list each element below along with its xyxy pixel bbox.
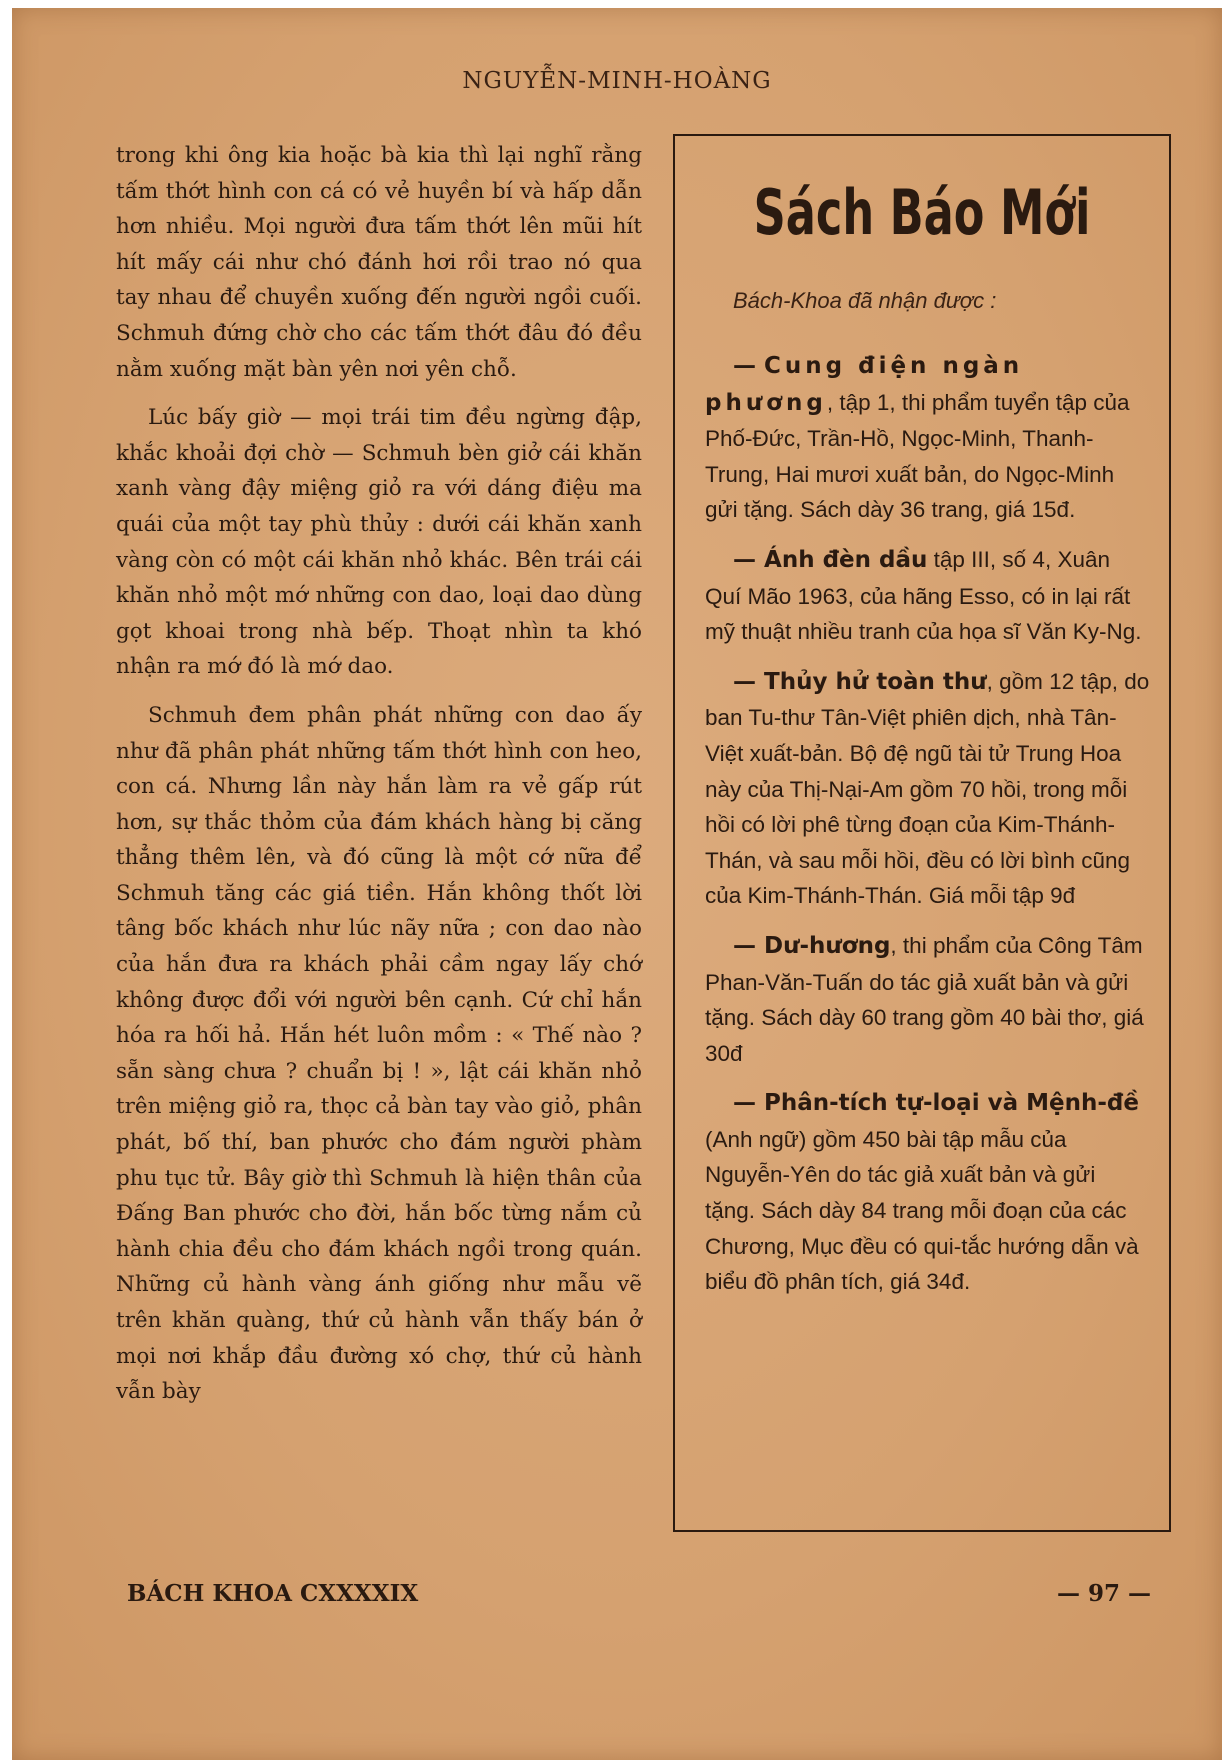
entry-dash: — <box>733 932 765 959</box>
entry-text: (Anh ngữ) gồm 450 bài tập mẫu của Nguyễn-Yên do tác giả xuất bản và gửi tặng. Sách dày 84 trang mỗi đoạn của các Chương, Mục đều có qui-tắc hướng dẫn và biểu đồ phân tích, giá 34đ. <box>705 1126 1139 1295</box>
book-entry <box>705 542 1151 650</box>
footer-magazine-issue: BÁCH KHOA CXXXXIX <box>127 1580 419 1607</box>
article-column <box>116 138 642 1423</box>
book-entry <box>705 928 1151 1071</box>
entry-dash: — <box>733 546 765 573</box>
entry-title: Ánh đèn dầu <box>764 546 928 573</box>
entry-dash: — <box>733 353 765 379</box>
entry-title: Thủy hử toàn thư <box>764 668 987 695</box>
new-books-box <box>673 134 1171 1532</box>
article-paragraph: trong khi ông kia hoặc bà kia thì lại nghĩ rằng tấm thớt hình con cá có vẻ huyền bí và hấp dẫn hơn nhiều. Mọi người đưa tấm thớt lên mũi hít hít mấy cái như chó đánh hơi rồi trao nó qua tay nhau để chuyền xuống đến người ngồi cuối. Schmuh đứng chờ cho các tấm thớt đâu đó đều nằm xuống mặt bàn yên nơi yên chỗ. <box>116 143 642 382</box>
entry-text: tập III, số 4, Xuân Quí Mão 1963, của hãng Esso, có in lại rất mỹ thuật nhiều tranh của họa sĩ Văn Ky-Ng. <box>705 546 1142 645</box>
article-paragraph: Schmuh đem phân phát những con dao ấy như đã phân phát những tấm thớt hình con heo, con cá. Nhưng lần này hắn làm ra vẻ gấp rút hơn, sự thắc thỏm của đám khách hàng bị căng thẳng thêm lên, và đó cũng là một cớ nữa để Schmuh tăng các giá tiền. Hắn không thốt lời tâng bốc khách như lúc nãy nữa ; con dao nào của hắn đưa ra khách phải cầm ngay lấy chớ không được đổi với người bên cạnh. Cứ chỉ hắn hóa ra hối hả. Hắn hét luôn mồm : « Thế nào ? sẵn sàng chưa ? chuẩn bị ! », lật cái khăn nhỏ trên miệng giỏ ra, thọc cả bàn tay vào giỏ, phân phát, bố thí, ban phước cho đám người phàm phu tục tử. Bây giờ thì Schmuh là hiện thân của Đấng Ban phước cho đời, hắn bốc từng nắm củ hành chia đều cho đám khách ngồi trong quán. Những củ hành vàng ánh giống như mẫu vẽ trên khăn quàng, thứ củ hành vẫn thấy bán ở mọi nơi khắp đầu đường xó chợ, thứ củ hành vẫn bày <box>116 702 642 1405</box>
footer-page-number: — 97 — <box>1057 1580 1152 1607</box>
running-header-author: NGUYỄN-MINH-HOÀNG <box>462 68 772 94</box>
entry-text: , thi phẩm của Công Tâm Phan-Văn-Tuấn do tác giả xuất bản và gửi tặng. Sách dày 60 trang gồm 40 bài thơ, giá 30đ <box>705 932 1144 1066</box>
entry-title: Phân-tích tự-loại và Mệnh-đề <box>764 1090 1139 1117</box>
entry-text: , tập 1, thi phẩm tuyển tập của Phố-Đức, Trần-Hồ, Ngọc-Minh, Thanh-Trung, Hai mươi xuất bản, do Ngọc-Minh gửi tặng. Sách dày 36 trang, giá 15đ. <box>705 389 1130 523</box>
scanned-page <box>12 8 1222 1760</box>
entry-text: , gồm 12 tập, do ban Tu-thư Tân-Việt phiên dịch, nhà Tân-Việt xuất-bản. Bộ đệ ngũ tài tử Trung Hoa này của Thị-Nại-Am gồm 70 hồi, trong mỗi hồi có lời phê từng đoạn của Kim-Thánh-Thán, và sau mỗi hồi, đều có lời bình cũng của Kim-Thánh-Thán. Giá mỗi tập 9đ <box>705 668 1150 909</box>
book-entry <box>705 664 1151 914</box>
entry-dash: — <box>733 1090 765 1117</box>
box-subtitle: Bách-Khoa đã nhận được : <box>733 288 997 313</box>
book-entry <box>705 348 1151 528</box>
entry-dash: — <box>733 668 765 695</box>
book-entries <box>705 348 1151 1314</box>
box-title: Sách Báo Mới <box>753 176 1091 249</box>
entry-title: Cung điện ngàn phương <box>705 353 1024 416</box>
entry-title: Dư-hương <box>764 932 891 959</box>
book-entry <box>705 1085 1151 1300</box>
article-paragraph: Lúc bấy giờ — mọi trái tim đều ngừng đập, khắc khoải đợi chờ — Schmuh bèn giở cái khăn xanh vàng đậy miệng giỏ ra với dáng điệu ma quái của một tay phù thủy : dưới cái khăn xanh vàng còn có một cái khăn nhỏ khác. Bên trái cái khăn nhỏ một mớ những con dao, loại dao dùng gọt khoai trong nhà bếp. Thoạt nhìn ta khó nhận ra mớ đó là mớ dao. <box>116 405 642 680</box>
